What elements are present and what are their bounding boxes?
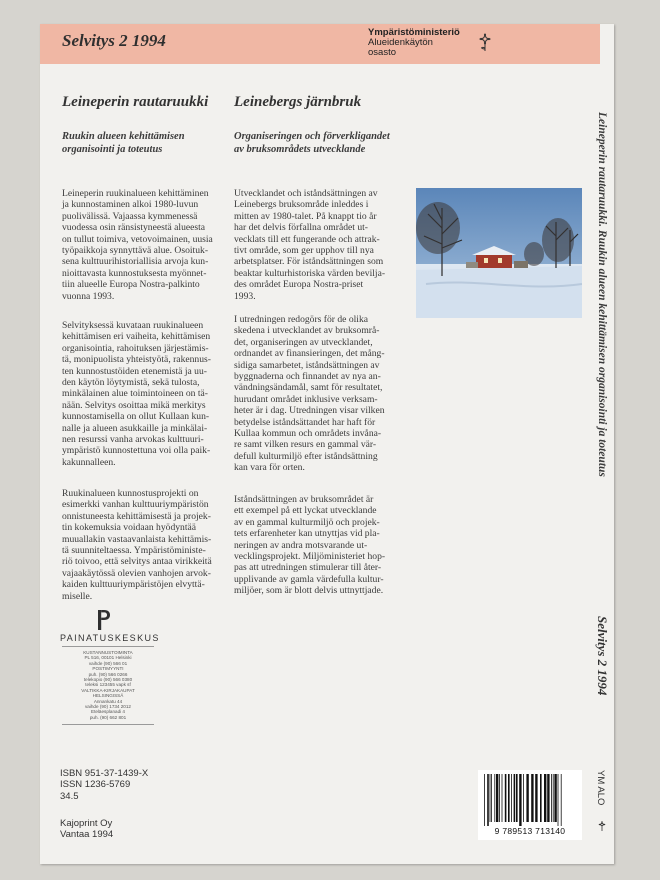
printer-block	[60, 818, 113, 841]
text-line: vecklingsprojekt. Miljöministeriet hop-	[234, 551, 386, 563]
text-line: Ruukinalueen kunnostusprojekti on	[62, 488, 199, 499]
text-line: re samt vilken resurs en gammal vär-	[234, 439, 377, 451]
spine-title: Leineperin rautaruukki. Ruukin alueen kehittämisen organisointi ja toteutus	[596, 112, 608, 477]
text-line: ordnandet av finansieringen, det mång-	[234, 348, 385, 360]
barcode	[478, 770, 582, 828]
swedish-paragraph-1	[234, 188, 412, 302]
text-line: telekopio (90) 566 0380	[83, 677, 133, 683]
finnish-paragraph-1	[62, 188, 240, 302]
text-line: betydelse iståndsättandet har haft för	[234, 416, 376, 428]
barcode-bar	[544, 774, 546, 822]
text-line: 1993.	[234, 290, 256, 302]
text-line: Annankatu 44	[93, 698, 123, 704]
swedish-title: Leinebergs järnbruk	[234, 94, 362, 110]
ministry-dept-line1: Alueidenkäytön	[368, 37, 433, 48]
text-line: ett exempel på ett lyckat utvecklande	[234, 505, 377, 517]
text-line: nen resurssi vanha arvokas kulttuuri-	[62, 434, 204, 446]
divider	[62, 646, 154, 647]
text-line: tä suunniteltaessa. Ympäristöministe-	[62, 545, 206, 557]
ministry-name-block	[368, 28, 460, 58]
text-line: pas att utredningen stimulerar till åter-	[234, 562, 382, 574]
text-line: vaihde (90) 566 01	[88, 660, 128, 666]
barcode-bar	[514, 774, 516, 822]
finnish-subtitle	[62, 130, 185, 156]
flower-emblem-icon	[472, 30, 498, 54]
flower-emblem-icon	[596, 820, 608, 832]
text-line: det, organiseringen av utvecklandet,	[234, 336, 373, 348]
series-title: Selvitys 2 1994	[62, 31, 166, 50]
finnish-subtitle-line: organisointi ja toteutus	[62, 144, 163, 155]
text-line: riö toivoo, että selvitys antaa virikkeitä	[62, 556, 212, 568]
text-line: esimerkki vanhan kulttuuriympäristön	[62, 499, 209, 511]
barcode-bar	[553, 774, 554, 822]
text-line: ten kunnostustöiden etenemistä ja uu-	[62, 365, 207, 377]
text-line: skedena i utvecklandet av bruksområ-	[234, 325, 380, 337]
text-line: vajaakäytössä olevien vanhojen arvok-	[62, 567, 211, 579]
swedish-paragraph-3	[234, 494, 414, 597]
barcode-bar	[496, 774, 498, 822]
barcode-digits: 9 789513 713140	[494, 826, 566, 836]
publisher-name: PAINATUSKESKUS	[60, 633, 160, 643]
barcode-bar	[519, 774, 521, 826]
ministry-dept-line2: osasto	[368, 47, 396, 58]
barcode-bar	[547, 774, 549, 822]
text-line: miljöer, som är blott delvis uttnyttjade.	[234, 585, 384, 597]
text-line: arbetsplatser. För iståndsättningen som	[234, 256, 384, 268]
text-line: nalle ja alueen asukkaille ja minkälai-	[62, 422, 208, 434]
text-line: ympäristö kunnostettuna voi olla paik-	[62, 445, 211, 457]
barcode-bar	[540, 774, 542, 822]
barcode-bar	[516, 774, 518, 822]
text-line: puh. (90) 566 0266	[88, 671, 128, 677]
text-line: Selvityksessä kuvataan ruukinalueen	[62, 320, 204, 331]
barcode-bar	[491, 774, 492, 822]
barcode-bar	[558, 774, 559, 826]
barcode-bar	[523, 774, 524, 822]
text-line: puolivälissä. Vajaassa kymmenessä	[62, 210, 198, 222]
text-line: byggnaderna och finnandet av nya an-	[234, 371, 381, 383]
text-line: Leineperin ruukinalueen kehittäminen	[62, 188, 209, 199]
text-line: minkälainen alue toimintoineen on tä-	[62, 388, 208, 400]
publisher-address	[62, 650, 154, 720]
barcode-bar	[487, 774, 489, 826]
text-line: kehittämisen eri vaiheita, kehittämisen	[62, 331, 211, 343]
text-line: tä, monipuolista yhteistyötä, rakennus-	[62, 354, 211, 366]
printer-place-year: Vantaa 1994	[60, 829, 114, 841]
barcode-bar	[502, 774, 503, 822]
text-line: organisointia, rahoituksen järjestämis-	[62, 342, 209, 354]
text-line: sidiga samarbetet, iståndsättningen av	[234, 359, 380, 371]
barcode-bar	[531, 774, 533, 822]
text-line: Eteläesplanadi 4	[91, 709, 125, 715]
text-line: heter är i dag. Utredningen visar vilken	[234, 405, 385, 417]
text-line: puh. (90) 662 801	[89, 714, 127, 720]
text-line: vuonna 1993.	[62, 290, 115, 302]
text-line: kaiden kulttuuriympäristöjen elvyttä-	[62, 579, 205, 591]
text-line: sena kulttuurihistoriallisia arvoja kun-	[62, 256, 209, 268]
barcode-bar	[499, 774, 500, 822]
text-line: tets erfarenheter kan utnyttjas vid pla-	[234, 528, 380, 540]
swedish-subtitle-line: av bruksområdets utvecklande	[234, 144, 366, 155]
text-line: työpaikkoja synnyttävä alue. Osoituk-	[62, 245, 209, 257]
text-line: teleksi 123455 vapk sf	[85, 682, 131, 688]
text-line: den käytön löytymistä, sekä tulosta,	[62, 377, 200, 389]
text-line: tivt område, som ger upphov till nya	[234, 245, 374, 257]
text-line: beaktar kulturhistoriska värden bevilja-	[234, 267, 386, 279]
text-line: Utvecklandet och iståndsättningen av	[234, 188, 378, 199]
text-line: kunnostamisella on ollut Kullaan kun-	[62, 411, 210, 423]
winter-ironworks-photo	[416, 188, 582, 318]
finnish-title: Leineperin rautaruukki	[62, 94, 209, 110]
barcode-bar	[526, 774, 528, 822]
text-line: tiin alueelle Europa Nostra-palkinto	[62, 279, 200, 291]
issn-number: ISSN 1236-5769	[60, 779, 131, 791]
spine-series: Selvitys 2 1994	[595, 616, 610, 696]
text-line: onnistuneesta kehittämisestä ja projek-	[62, 510, 211, 522]
barcode-bar	[484, 774, 485, 826]
barcode-bar	[535, 774, 537, 822]
text-line: Kullaa kommun och områdets invåna-	[234, 428, 382, 440]
classification-code: 34.5	[60, 790, 79, 802]
text-line: muuallakin vastaavanlaista kehittämis-	[62, 533, 212, 545]
text-line: PL 516, 00101 Helsinki	[84, 655, 132, 661]
text-line: nään. Selvitys osoittaa mikä merkitys	[62, 399, 206, 411]
text-line: I utredningen redogörs för de olika	[234, 314, 369, 325]
text-line: vändningsändamål, samt för resultatet,	[234, 382, 383, 394]
barcode-bar	[561, 774, 562, 826]
isbn-number: ISBN 951-37-1439-X	[60, 768, 149, 779]
barcode-bar	[554, 774, 556, 822]
text-line: upplivande av gamla värdefulla kultur-	[234, 573, 384, 585]
swedish-subtitle-line: Organiseringen och förverkligandet	[234, 131, 390, 142]
text-line: miselle.	[62, 590, 93, 602]
text-line: KUSTANNUSTOIMINTA	[83, 650, 133, 655]
barcode-bar	[511, 774, 512, 822]
text-line: vuodessa osin ränsistyneestä alueesta	[62, 222, 206, 234]
text-line: har det delvis förfallna området ut-	[234, 222, 368, 234]
text-line: vecklats till ett fungerande och attrak-	[234, 233, 380, 245]
divider	[62, 724, 154, 725]
text-line: tin kokemuksia voidaan hyödyntää	[62, 522, 197, 534]
swedish-paragraph-2	[234, 314, 414, 474]
printer-name: Kajoprint Oy	[60, 818, 113, 829]
text-line: Leinebergs bruksområde inleddes i	[234, 199, 369, 211]
text-line: av en gammal kulturmiljö och projek-	[234, 516, 380, 528]
text-line: neringen av andra motsvarande ut-	[234, 539, 368, 551]
text-line: POSTIMYYNTI	[92, 666, 124, 672]
finnish-subtitle-line: Ruukin alueen kehittämisen	[62, 131, 185, 142]
header-banner	[40, 24, 600, 64]
text-line: kan vara för orten.	[234, 462, 305, 474]
barcode-bar	[490, 774, 491, 822]
text-line: on tullut toimiva, vetovoimainen, uusia	[62, 233, 213, 245]
isbn-block	[60, 768, 148, 802]
text-line: vaihde (90) 1734 2012	[85, 704, 131, 710]
spine-code: YM ALO	[595, 770, 606, 806]
barcode-bar	[508, 774, 510, 822]
text-line: des området Europa Nostra-priset	[234, 279, 364, 291]
text-line: ja kunnostaminen alkoi 1980-luvun	[62, 199, 199, 211]
text-line: HELSINGISSÄ	[92, 693, 124, 699]
text-line: defull kulturmiljö efter iståndsättning	[234, 450, 378, 462]
text-line: Iståndsättningen av bruksområdet är	[234, 494, 374, 505]
text-line: nioittavasta kunnostuksesta myönnet-	[62, 267, 207, 279]
barcode-bar	[505, 774, 507, 822]
text-line: hurudant området inklusive verksam-	[234, 393, 378, 405]
text-line: mitten av 1980-talet. På knappt tio år	[234, 210, 377, 222]
swedish-subtitle	[234, 130, 390, 156]
barcode-bar	[494, 774, 495, 822]
back-cover	[40, 24, 614, 864]
barcode-bar	[551, 774, 552, 822]
finnish-paragraph-2	[62, 320, 240, 468]
text-line: kakunnalleen.	[62, 456, 116, 468]
text-line: VALTIKKA-KIRJAKAUPAT	[81, 687, 135, 693]
ministry-name: Ympäristöministeriö	[368, 27, 460, 38]
finnish-paragraph-3	[62, 488, 240, 602]
painatuskeskus-p-logo-icon	[98, 610, 110, 630]
